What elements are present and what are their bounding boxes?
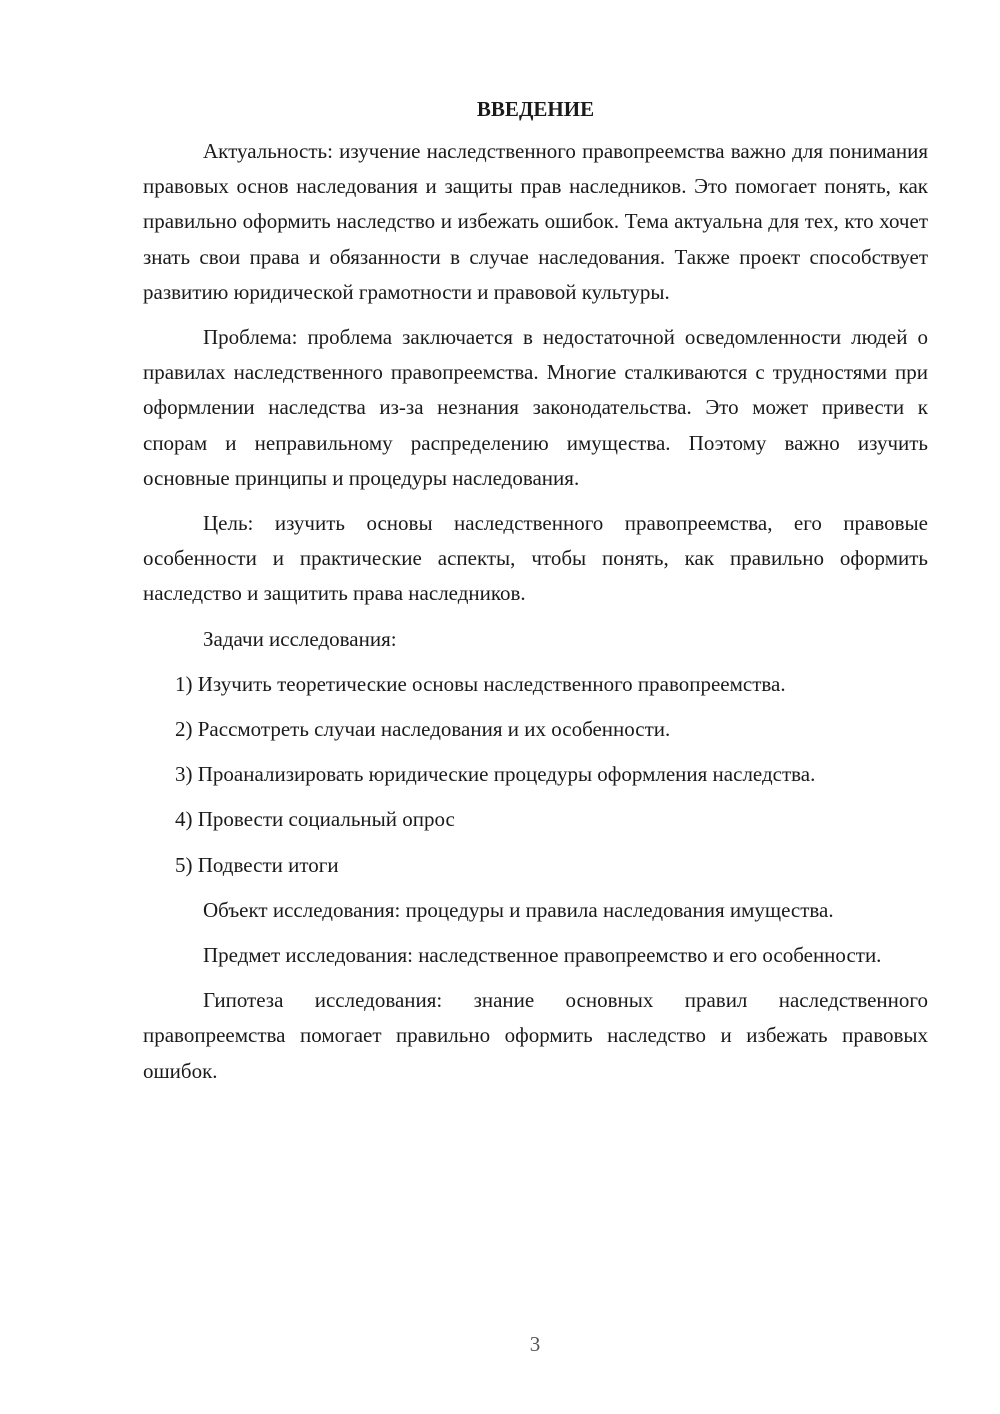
task-item-5: 5) Подвести итоги [175,852,339,877]
object-paragraph: Объект исследования: процедуры и правила наследования имущества. [203,897,834,922]
hypothesis-paragraph: Гипотеза исследования: знание основных правил наследственного правопреемства помогает правильно оформить наследство и избежать правовых ошибок. [143,988,928,1083]
relevance-paragraph: Актуальность: изучение наследственного правопреемства важно для понимания правовых основ наследования и защиты прав наследников. Это помогает понять, как правильно оформить наследство и избежать ошибок. Тема актуальна для тех, кто хочет знать свои права и обязанности в случае наследования. Также проект способствует развитию юридической грамотности и правовой культуры. [143,139,928,304]
task-item-4: 4) Провести социальный опрос [175,807,455,832]
goal-paragraph: Цель: изучить основы наследственного правопреемства, его правовые особенности и практические аспекты, чтобы понять, как правильно оформить наследство и защитить права наследников. [143,511,928,606]
tasks-title: Задачи исследования: [203,626,397,651]
page-number: 3 [529,1332,541,1356]
problem-paragraph: Проблема: проблема заключается в недостаточной осведомленности людей о правилах наследственного правопреемства. Многие сталкиваются с трудностями при оформлении наследства из-за незнания законодательства. Это может привести к спорам и неправильному распределению имущества. Поэтому важно изучить основные принципы и процедуры наследования. [143,325,928,490]
task-item-1: 1) Изучить теоретические основы наследственного правопреемства. [175,671,786,696]
page-heading: ВВЕДЕНИЕ [476,97,595,121]
task-item-3: 3) Проанализировать юридические процедуры оформления наследства. [175,762,816,787]
page-content [143,92,928,1099]
subject-paragraph: Предмет исследования: наследственное правопреемство и его особенности. [203,943,882,968]
task-item-2: 2) Рассмотреть случаи наследования и их особенности. [175,717,671,742]
